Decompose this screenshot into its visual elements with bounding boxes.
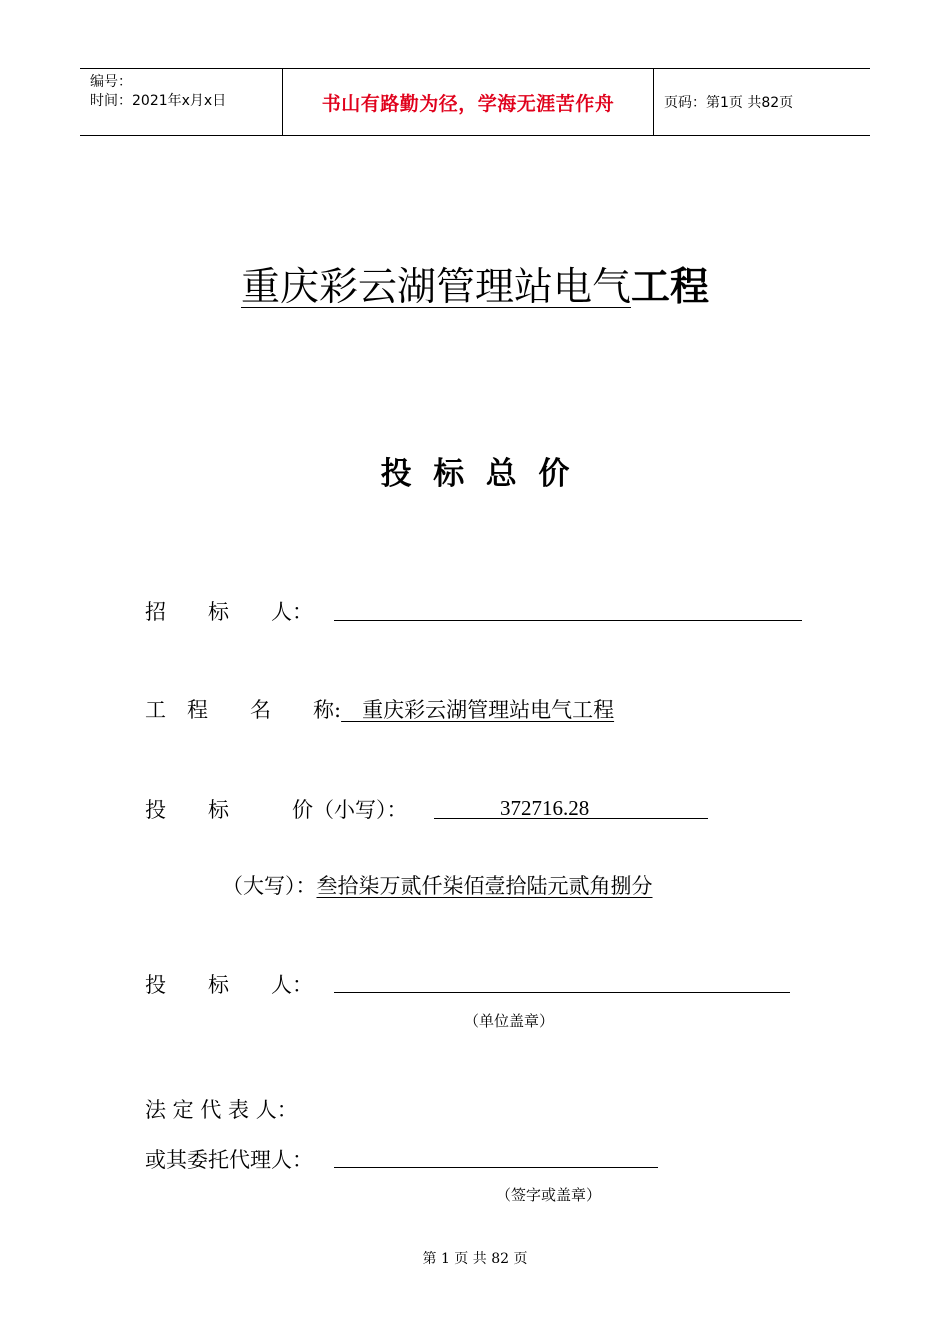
title-bold: 工程 <box>631 265 710 310</box>
price-value: 372716.28 <box>500 796 590 820</box>
project-label: 工 程 名 称: <box>145 698 342 722</box>
agent-label: 或其委托代理人： <box>145 1148 313 1172</box>
legal-rep-label: 法 定 代 表 人： <box>145 1098 298 1122</box>
price-upper-row <box>222 870 653 900</box>
header-page-info: 页码：第1页 共82页 <box>664 95 794 111</box>
document-header <box>80 68 870 136</box>
project-row <box>145 694 614 724</box>
title-underlined: 重庆彩云湖管理站电气 <box>240 265 631 310</box>
header-slogan: 书山有路勤为径，学海无涯苦作舟 <box>282 69 654 135</box>
bidder-note: （单位盖章） <box>464 1012 555 1030</box>
price-upper-label: （大写）： <box>222 874 317 898</box>
page-footer: 第 1 页 共 82 页 <box>422 1251 528 1267</box>
price-label: 投 标 价（小写）： <box>145 798 408 822</box>
header-meta <box>80 69 282 135</box>
document-title <box>0 256 950 312</box>
number-label: 编号： <box>90 74 132 90</box>
tenderer-blank <box>334 620 802 621</box>
project-value: 重庆彩云湖管理站电气工程 <box>341 698 615 722</box>
bidder-label: 投 标 人： <box>145 973 313 997</box>
bidder-blank <box>334 992 790 993</box>
document-subtitle: 投 标 总 价 <box>380 456 570 492</box>
agent-blank <box>334 1167 658 1168</box>
agent-note: （签字或盖章） <box>496 1186 602 1204</box>
price-upper-value: 叁拾柒万贰仟柒佰壹拾陆元贰角捌分 <box>316 874 653 898</box>
tenderer-label: 招 标 人： <box>145 600 313 624</box>
time-label: 时间：2021年x月x日 <box>90 93 227 109</box>
